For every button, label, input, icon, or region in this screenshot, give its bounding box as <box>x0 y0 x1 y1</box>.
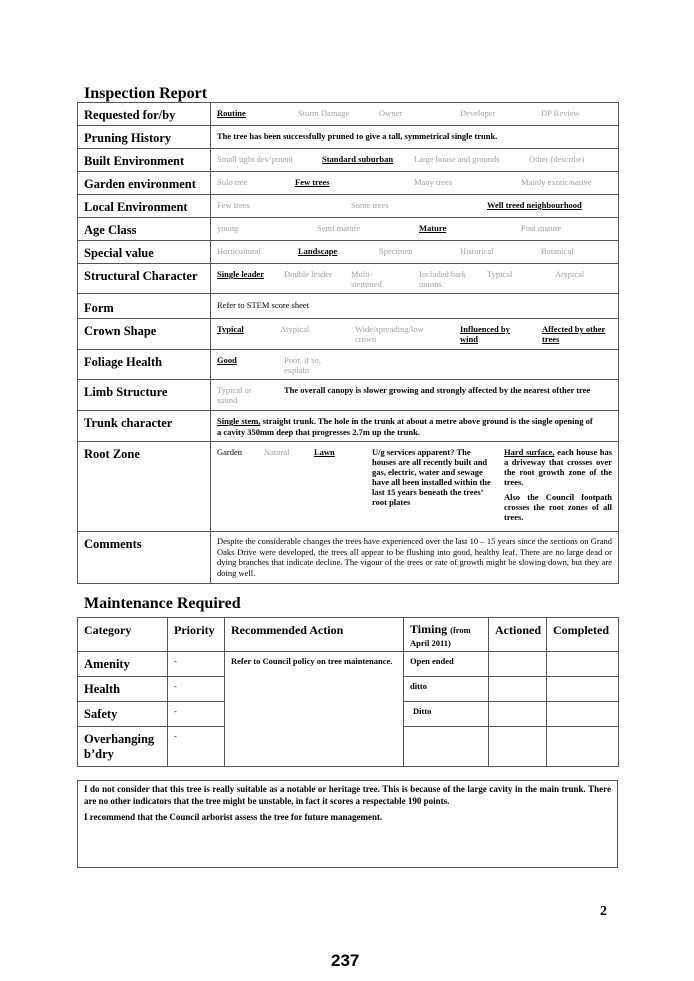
row-completed <box>547 677 619 702</box>
option: Owner <box>379 108 403 118</box>
row-options <box>211 195 619 218</box>
option-selected: Lawn <box>314 447 335 457</box>
option: Specimen <box>379 246 413 256</box>
row-priority: - <box>168 652 225 677</box>
option: Semi mature <box>317 223 361 233</box>
row-label: Requested for/by <box>78 103 211 126</box>
option: Large house and grounds <box>414 154 500 164</box>
maintenance-title: Maintenance Required <box>84 595 241 612</box>
option: Horticultural <box>217 246 261 256</box>
row-comments <box>78 532 619 584</box>
row-options <box>211 103 619 126</box>
row-text: Refer to STEM score sheet <box>211 294 619 319</box>
row-priority: - <box>168 727 225 767</box>
row-label: Crown Shape <box>78 319 211 350</box>
option: Post mature <box>521 223 562 233</box>
timing-note: (from April 2011) <box>410 625 471 648</box>
option-selected: Affected by other trees <box>542 324 606 344</box>
row-category: Overhanging b’dry <box>78 727 168 767</box>
option: Typical or sound <box>217 385 252 405</box>
option-selected: Hard surface, <box>504 447 555 457</box>
option: Few trees <box>217 200 250 210</box>
option-selected: Routine <box>217 108 246 118</box>
option: Many trees <box>414 177 453 187</box>
option: Atypical <box>280 324 310 334</box>
row-label: Local Environment <box>78 195 211 218</box>
option: Double leader <box>284 269 332 279</box>
option-selected: Single leader <box>217 269 264 279</box>
option: Small tight dev’pment <box>217 154 294 164</box>
row-label: Foliage Health <box>78 350 211 380</box>
summary-recommendation: I recommend that the Council arborist assess the tree for future management. <box>84 812 383 822</box>
option: Developer <box>460 108 496 118</box>
maintenance-header <box>78 618 619 652</box>
row-age <box>78 218 619 241</box>
row-label: Garden environment <box>78 172 211 195</box>
maintenance-row <box>78 652 619 677</box>
row-limb <box>78 380 619 411</box>
option-selected: Influenced by wind <box>460 324 510 344</box>
row-category: Health <box>78 677 168 702</box>
inspection-table <box>77 102 619 584</box>
option-selected: Standard suburban <box>322 154 394 164</box>
row-crown <box>78 319 619 350</box>
services-text: U/g services apparent? The houses are all recently built and gas, electric, water and sewage have all been installed within the last 15 years beneath the trees’ root plates <box>372 447 491 507</box>
option-selected: Mature <box>419 223 447 233</box>
option: Storm Damage <box>298 108 350 118</box>
option: Garden <box>217 447 243 457</box>
option: Other (describe) <box>529 154 585 164</box>
option: Poor, if so, explain <box>284 355 321 375</box>
hard-surface-text <box>504 447 612 522</box>
option-selected: Single stem, <box>217 416 261 426</box>
inspection-report-title: Inspection Report <box>84 85 208 102</box>
row-label: Trunk character <box>78 411 211 442</box>
row-trunk <box>78 411 619 442</box>
row-options <box>211 172 619 195</box>
row-label: Age Class <box>78 218 211 241</box>
row-structural <box>78 264 619 294</box>
row-timing: ditto <box>404 677 489 702</box>
header-completed: Completed <box>547 618 619 652</box>
option: Multi-stemmed <box>351 269 382 289</box>
option: Historical <box>460 246 494 256</box>
row-label: Comments <box>78 532 211 584</box>
row-garden <box>78 172 619 195</box>
maintenance-table <box>77 617 619 767</box>
row-priority: - <box>168 702 225 727</box>
option-selected: Landscape <box>298 246 338 256</box>
row-label: Form <box>78 294 211 319</box>
option: DP Review <box>541 108 580 118</box>
option-selected: Typical <box>217 324 244 334</box>
row-options <box>211 319 619 350</box>
row-label: Special value <box>78 241 211 264</box>
row-special <box>78 241 619 264</box>
row-actioned <box>489 652 547 677</box>
row-options <box>211 442 619 532</box>
option: Included bark unions <box>419 269 466 289</box>
summary-box <box>77 780 618 868</box>
recommended-action: Refer to Council policy on tree maintenance. <box>225 652 404 767</box>
row-completed <box>547 652 619 677</box>
option: young <box>217 223 239 233</box>
row-priority: - <box>168 677 225 702</box>
row-form <box>78 294 619 319</box>
option-selected: Good <box>217 355 237 365</box>
row-options <box>211 241 619 264</box>
header-action: Recommended Action <box>225 618 404 652</box>
row-completed <box>547 727 619 767</box>
footpath-text: Also the Council footpath crosses the root zones of all trees. <box>504 492 612 522</box>
option: Natural <box>264 447 290 457</box>
option-selected: Few trees <box>295 177 330 187</box>
row-text: The tree has been successfully pruned to give a tall, symmetrical single trunk. <box>211 126 619 149</box>
row-actioned <box>489 727 547 767</box>
row-foliage <box>78 350 619 380</box>
row-completed <box>547 702 619 727</box>
option: Solo tree <box>217 177 248 187</box>
row-local <box>78 195 619 218</box>
trunk-desc: straight trunk. The hole in the trunk at about a metre above ground is the single opening of a cavity 350mm deep that progresses 2.7m up the trunk. <box>217 416 593 437</box>
option: Typical <box>487 269 513 279</box>
row-pruning <box>78 126 619 149</box>
row-label: Pruning History <box>78 126 211 149</box>
row-options <box>211 350 619 380</box>
row-options <box>211 264 619 294</box>
row-options <box>211 149 619 172</box>
header-priority: Priority <box>168 618 225 652</box>
trunk-text <box>211 411 619 442</box>
row-built <box>78 149 619 172</box>
header-actioned: Actioned <box>489 618 547 652</box>
option: Some trees <box>351 200 389 210</box>
row-requested <box>78 103 619 126</box>
header-category: Category <box>78 618 168 652</box>
header-timing <box>404 618 489 652</box>
option: Botanical <box>541 246 574 256</box>
row-root <box>78 442 619 532</box>
summary-paragraph: I do not consider that this tree is really suitable as a notable or heritage tree. This is because of the large cavity in the main trunk. There are no other indicators that the tree might be unstable, in fact it scores a respectable 190 points. <box>84 784 611 806</box>
row-label: Built Environment <box>78 149 211 172</box>
option: Atypical <box>555 269 585 279</box>
hard-surface-desc: each house has a driveway that crosses over the root growth zone of the trees. <box>504 447 613 487</box>
row-options <box>211 380 619 411</box>
option: Wide/spreading/low crown <box>355 324 424 344</box>
row-label: Limb Structure <box>78 380 211 411</box>
row-label: Root Zone <box>78 442 211 532</box>
row-category: Safety <box>78 702 168 727</box>
row-timing: Open ended <box>404 652 489 677</box>
timing-label: Timing <box>410 622 448 636</box>
page-number-big: 237 <box>331 951 360 970</box>
option: Mainly exotic/native <box>521 177 592 187</box>
row-actioned <box>489 702 547 727</box>
page-number-small: 2 <box>600 904 607 919</box>
row-label: Structural Character <box>78 264 211 294</box>
limb-text: The overall canopy is slower growing and strongly affected by the nearest ofther tree <box>284 385 591 395</box>
row-actioned <box>489 677 547 702</box>
row-timing <box>404 727 489 767</box>
row-category: Amenity <box>78 652 168 677</box>
option-selected: Well treed neighbourhood <box>487 200 582 210</box>
row-timing: Ditto <box>404 702 489 727</box>
row-options <box>211 218 619 241</box>
comments-text: Despite the considerable changes the trees have experienced over the last 10 – 15 years since the sections on Grand Oaks Drive were developed, the trees all appear to be flushing into good, healthy leaf. There are no large dead or dying branches that indicate decline. The vigour of the trees or rate of growth might be slowing down, but they are doing well. <box>211 532 619 584</box>
